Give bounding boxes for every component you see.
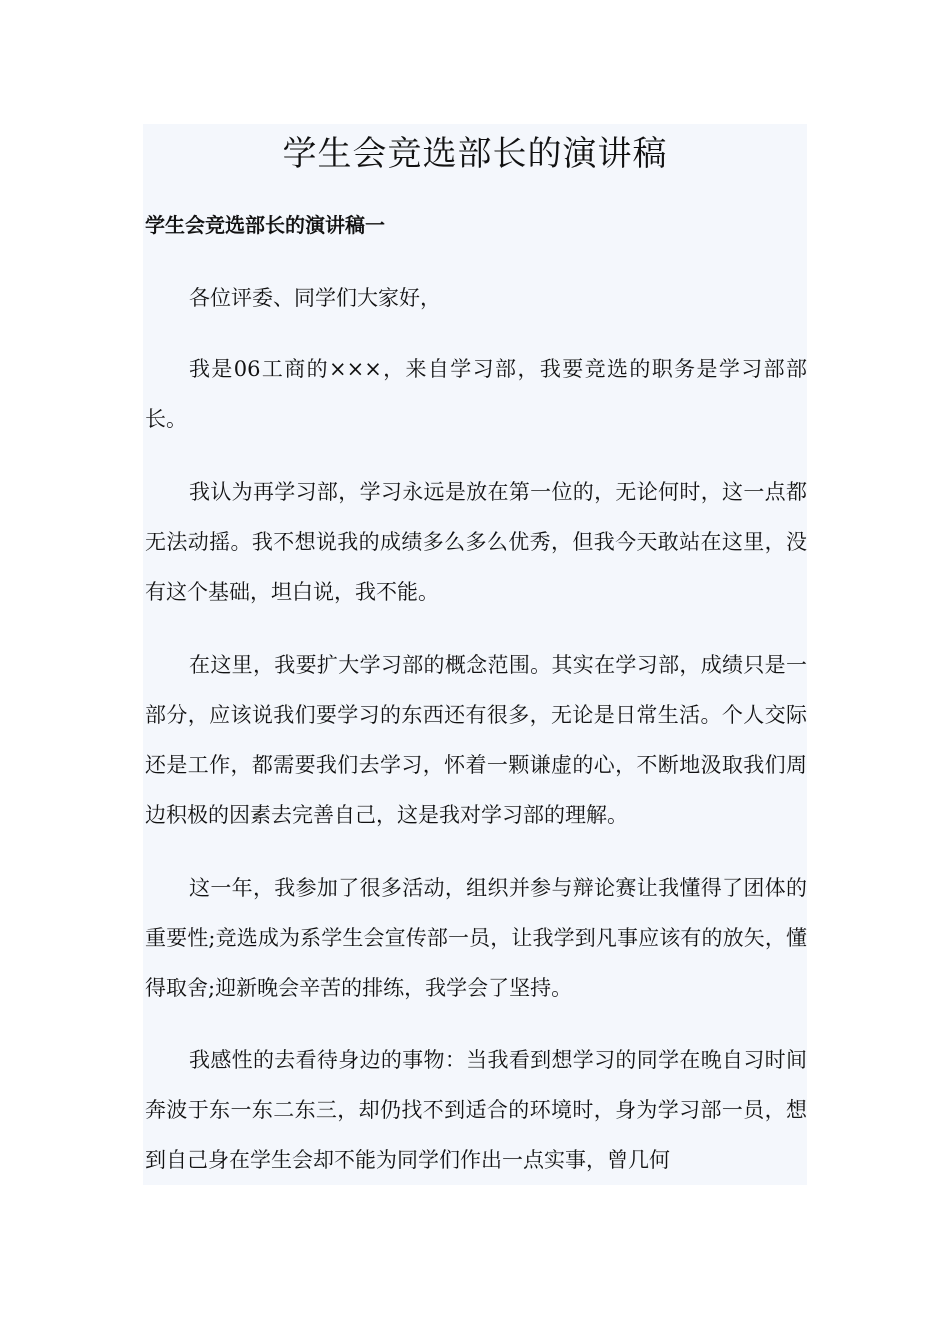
paragraph-experience: 这一年，我参加了很多活动，组织并参与辩论赛让我懂得了团体的重要性;竞选成为系学生会宣传部一员，让我学到凡事应该有的放矢，懂得取舍;迎新晚会辛苦的排练，我学会了坚持。 — [145, 876, 807, 1000]
section-heading: 学生会竞选部长的演讲稿一 — [145, 213, 385, 237]
document-page — [143, 124, 807, 1185]
paragraph-study-scope: 在这里，我要扩大学习部的概念范围。其实在学习部，成绩只是一部分，应该说我们要学习的东西还有很多，无论是日常生活。个人交际还是工作，都需要我们去学习，怀着一颗谦虚的心，不断地汲取我们周边积极的因素去完善自己，这是我对学习部的理解。 — [145, 653, 807, 827]
paragraph-observation: 我感性的去看待身边的事物：当我看到想学习的同学在晚自习时间奔波于东一东二东三，却仍找不到适合的环境时，身为学习部一员，想到自己身在学生会却不能为同学们作出一点实事，曾几何 — [145, 1048, 807, 1172]
paragraph-study-first: 我认为再学习部，学习永远是放在第一位的，无论何时，这一点都无法动摇。我不想说我的成绩多么多么优秀，但我今天敢站在这里，没有这个基础，坦白说，我不能。 — [145, 480, 807, 604]
paragraph-introduction: 我是06工商的×××，来自学习部，我要竞选的职务是学习部部长。 — [145, 357, 807, 431]
paragraph-greeting: 各位评委、同学们大家好， — [189, 286, 441, 310]
document-title: 学生会竞选部长的演讲稿 — [282, 134, 668, 174]
